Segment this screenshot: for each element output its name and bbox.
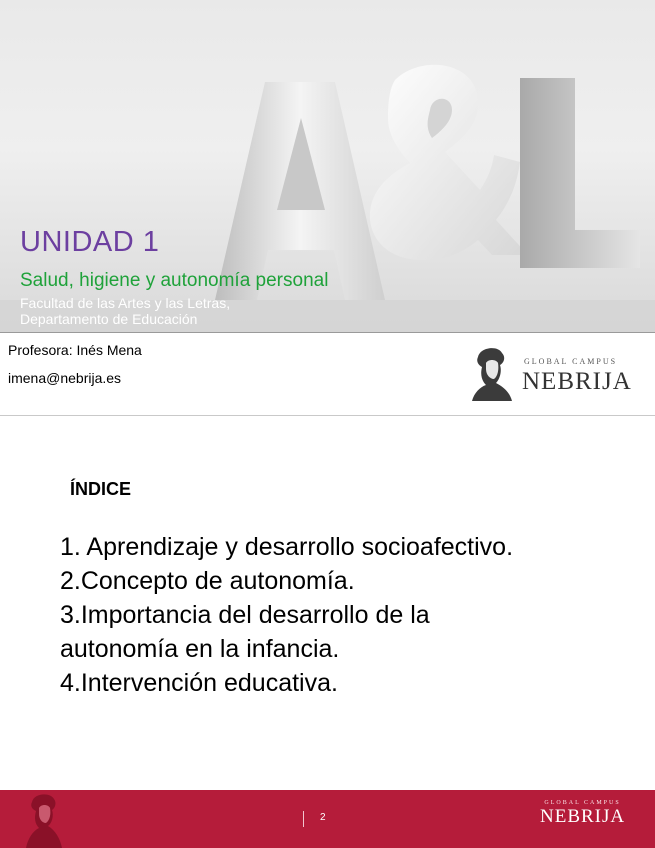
- contact-box: [0, 332, 655, 416]
- index-item-2: 2.Concepto de autonomía.: [60, 567, 355, 595]
- nebrija-bust-icon: [468, 343, 514, 401]
- footer-logo-campus: GLOBAL CAMPUS: [544, 800, 621, 806]
- index-item-1: 1. Aprendizaje y desarrollo socioafectivo.: [60, 533, 514, 561]
- index-item-3-continued: autonomía en la infancia.: [60, 635, 340, 663]
- faculty-text: [20, 295, 230, 327]
- index-item-3: 3.Importancia del desarrollo de la: [60, 601, 430, 629]
- unit-subtitle: Salud, higiene y autonomía personal: [20, 270, 329, 291]
- nebrija-logo: [468, 343, 638, 403]
- faculty-line-1: Facultad de las Artes y las Letras,: [20, 295, 231, 311]
- index-list: [60, 530, 640, 700]
- hero-banner: [0, 0, 655, 332]
- footer-logo-name: NEBRIJA: [540, 806, 626, 827]
- professor-email: imena@nebrija.es: [8, 370, 122, 386]
- page-separator: [303, 811, 304, 827]
- logo-campus-text: GLOBAL CAMPUS: [524, 357, 618, 366]
- page-number: 2: [320, 812, 326, 823]
- professor-name: Profesora: Inés Mena: [8, 342, 142, 358]
- unit-title: UNIDAD 1: [20, 226, 160, 258]
- index-item-4: 4.Intervención educativa.: [60, 669, 338, 697]
- faculty-line-2: Departamento de Educación: [20, 311, 198, 327]
- index-heading: ÍNDICE: [70, 479, 132, 499]
- logo-name-text: NEBRIJA: [522, 368, 632, 395]
- footer-logo: [540, 800, 625, 828]
- footer-bar: [0, 790, 655, 848]
- footer-bust-icon: [24, 790, 64, 848]
